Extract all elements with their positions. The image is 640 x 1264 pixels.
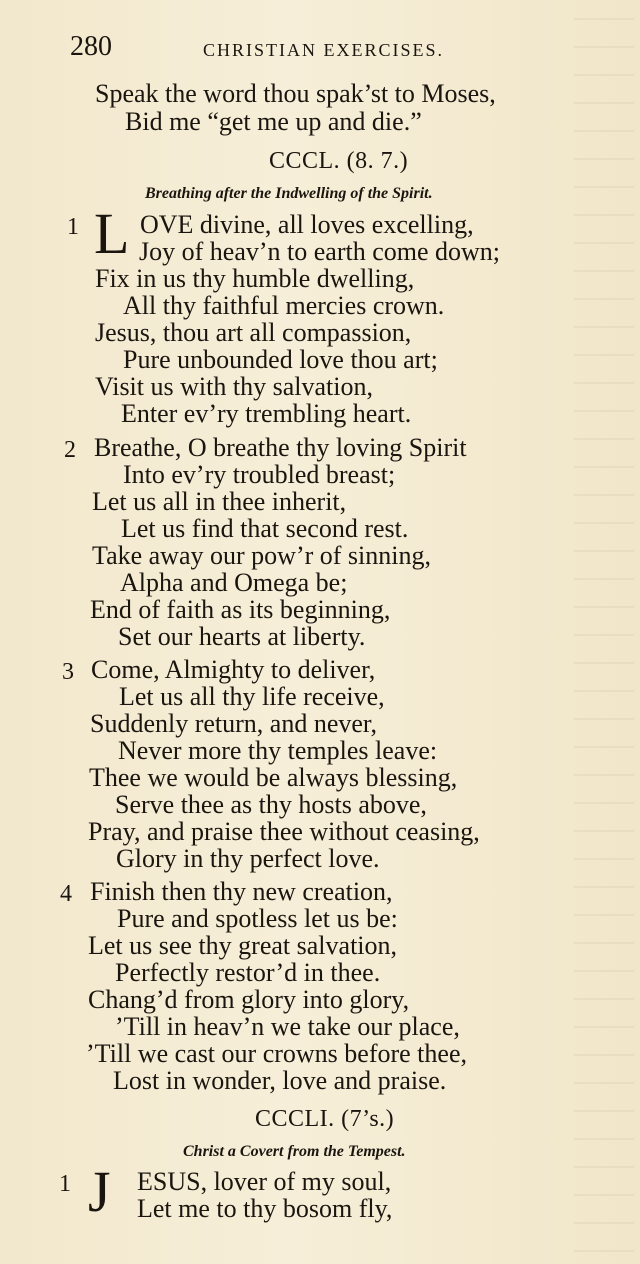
verse-number: 2 xyxy=(64,437,76,463)
hymn-title: CCCL. (8. 7.) xyxy=(269,148,409,174)
running-head: CHRISTIAN EXERCISES. xyxy=(203,40,445,60)
hymn-line: Alpha and Omega be; xyxy=(120,568,348,597)
intro-line: Bid me “get me up and die.” xyxy=(125,107,422,136)
hymn-line: Let us find that second rest. xyxy=(121,514,409,543)
hymn-line: Set our hearts at liberty. xyxy=(118,622,366,651)
verse-number: 1 xyxy=(59,1171,71,1197)
hymn-line: Let me to thy bosom fly, xyxy=(137,1194,393,1223)
hymn-line: Never more thy temples leave: xyxy=(118,736,438,765)
hymn-line: Serve thee as thy hosts above, xyxy=(115,790,427,819)
hymn-line: ESUS, lover of my soul, xyxy=(137,1167,392,1196)
verse-number: 3 xyxy=(62,659,74,685)
hymn-subtitle: Breathing after the Indwelling of the Spirit. xyxy=(145,185,433,202)
page-header xyxy=(70,30,510,70)
hymn-line: Let us see thy great salvation, xyxy=(88,931,398,960)
verse-number: 4 xyxy=(60,881,72,907)
hymn-line: Finish then thy new creation, xyxy=(90,877,393,906)
hymn-line: Jesus, thou art all compassion, xyxy=(95,318,412,347)
drop-cap: J xyxy=(88,1159,111,1224)
hymn-line: Let us all in thee inherit, xyxy=(92,487,347,516)
hymn-line: Lost in wonder, love and praise. xyxy=(113,1066,447,1095)
hymn-line: Let us all thy life receive, xyxy=(119,682,385,711)
hymn-line: OVE divine, all loves excelling, xyxy=(140,210,474,239)
hymn-line: End of faith as its beginning, xyxy=(90,595,391,624)
hymn-line: Visit us with thy salvation, xyxy=(95,372,373,401)
hymn-line: Chang’d from glory into glory, xyxy=(88,985,410,1014)
hymn-line: Pure unbounded love thou art; xyxy=(123,345,438,374)
drop-cap: L xyxy=(94,201,130,266)
hymn-line: All thy faithful mercies crown. xyxy=(123,291,445,320)
hymn-subtitle: Christ a Covert from the Tempest. xyxy=(183,1143,406,1160)
hymn-line: Joy of heav’n to earth come down; xyxy=(139,237,501,266)
hymn-line: Pure and spotless let us be: xyxy=(117,904,398,933)
hymn-line: Into ev’ry troubled breast; xyxy=(123,460,396,489)
hymn-line: Come, Almighty to deliver, xyxy=(91,655,376,684)
intro-line: Speak the word thou spak’st to Moses, xyxy=(95,79,496,108)
page-number: 280 xyxy=(70,31,112,62)
hymn-line: Thee we would be always blessing, xyxy=(89,763,458,792)
hymn-line: ’Till in heav’n we take our place, xyxy=(115,1012,460,1041)
hymn-line: Suddenly return, and never, xyxy=(90,709,378,738)
hymn-line: Pray, and praise thee without ceasing, xyxy=(88,817,480,846)
bleed-through-texture xyxy=(574,0,634,1264)
hymn-line: Take away our pow’r of sinning, xyxy=(92,541,431,570)
hymn-title: CCCLI. (7’s.) xyxy=(255,1106,395,1132)
hymn-line: Enter ev’ry trembling heart. xyxy=(121,399,412,428)
hymn-line: Glory in thy perfect love. xyxy=(116,844,380,873)
hymn-line: Breathe, O breathe thy loving Spirit xyxy=(94,433,467,462)
hymn-line: ’Till we cast our crowns before thee, xyxy=(86,1039,467,1068)
verse-number: 1 xyxy=(67,214,79,240)
hymn-line: Perfectly restor’d in thee. xyxy=(115,958,381,987)
hymn-line: Fix in us thy humble dwelling, xyxy=(95,264,415,293)
